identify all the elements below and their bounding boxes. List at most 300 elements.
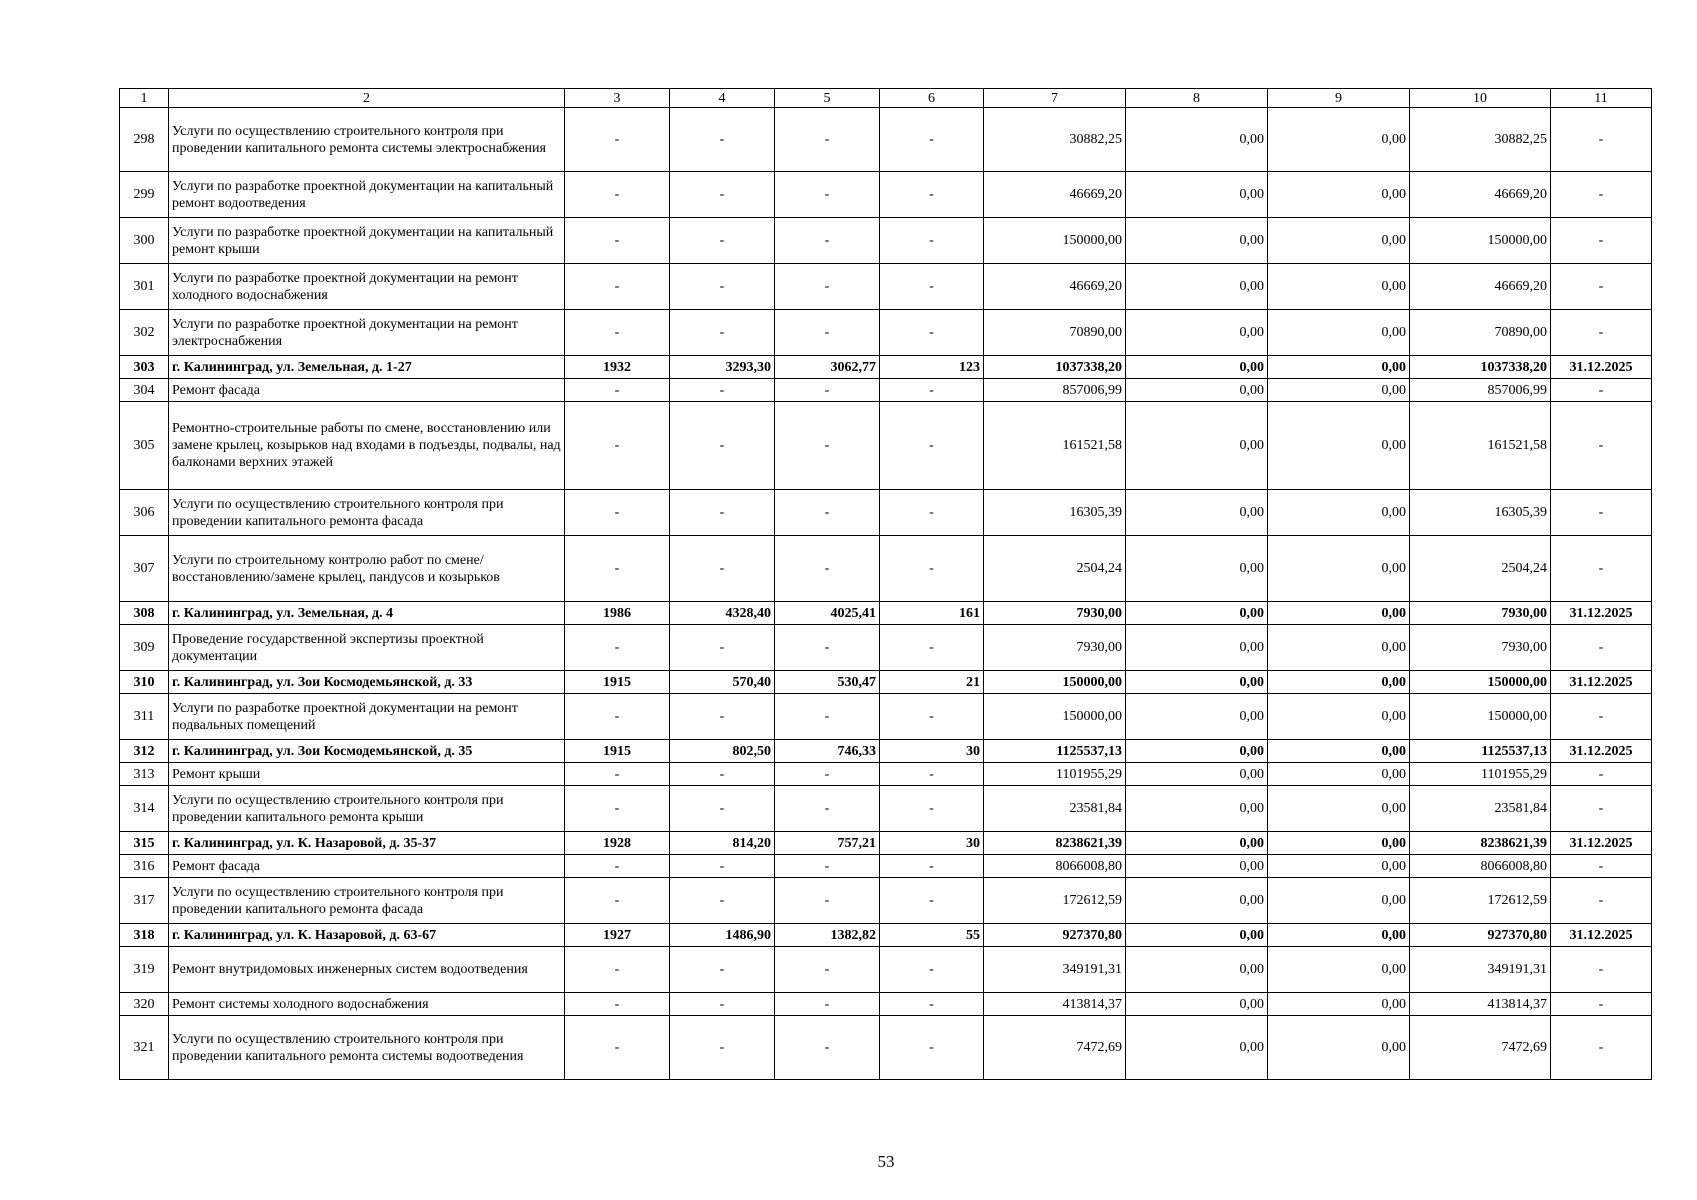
item-name-cell: Ремонт системы холодного водоснабжения — [169, 993, 565, 1016]
cost-col-10-cell: 23581,84 — [1410, 786, 1551, 832]
residents-cell: - — [880, 490, 984, 536]
cost-col-10-cell: 1125537,13 — [1410, 740, 1551, 763]
deadline-cell: - — [1551, 379, 1652, 402]
total-cost-cell: 150000,00 — [984, 694, 1126, 740]
total-cost-cell: 857006,99 — [984, 379, 1126, 402]
row-number-cell: 306 — [120, 490, 169, 536]
cost-col-9-cell: 0,00 — [1268, 1016, 1410, 1080]
work-row — [120, 993, 1652, 1016]
address-row — [120, 832, 1652, 855]
cost-col-9-cell: 0,00 — [1268, 694, 1410, 740]
item-name-cell: Ремонт крыши — [169, 763, 565, 786]
total-area-cell: - — [670, 490, 775, 536]
total-cost-cell: 349191,31 — [984, 947, 1126, 993]
year-built-cell: - — [565, 172, 670, 218]
residents-cell: - — [880, 625, 984, 671]
work-row — [120, 786, 1652, 832]
deadline-cell: 31.12.2025 — [1551, 671, 1652, 694]
cost-col-8-cell: 0,00 — [1126, 379, 1268, 402]
address-row — [120, 924, 1652, 947]
item-name-cell: Услуги по разработке проектной документации на ремонт электроснабжения — [169, 310, 565, 356]
cost-col-9-cell: 0,00 — [1268, 740, 1410, 763]
cost-col-8-cell: 0,00 — [1126, 763, 1268, 786]
item-name-cell: г. Калининград, ул. Зои Космодемьянской, д. 33 — [169, 671, 565, 694]
cost-col-9-cell: 0,00 — [1268, 218, 1410, 264]
cost-col-8-cell: 0,00 — [1126, 108, 1268, 172]
cost-col-10-cell: 150000,00 — [1410, 218, 1551, 264]
deadline-cell: - — [1551, 694, 1652, 740]
residents-cell: - — [880, 310, 984, 356]
residents-cell: - — [880, 786, 984, 832]
year-built-cell: 1986 — [565, 602, 670, 625]
living-area-cell: - — [775, 993, 880, 1016]
cost-col-10-cell: 927370,80 — [1410, 924, 1551, 947]
total-cost-cell: 16305,39 — [984, 490, 1126, 536]
deadline-cell: 31.12.2025 — [1551, 924, 1652, 947]
total-cost-cell: 172612,59 — [984, 878, 1126, 924]
total-area-cell: - — [670, 763, 775, 786]
total-area-cell: 814,20 — [670, 832, 775, 855]
row-number-cell: 308 — [120, 602, 169, 625]
total-area-cell: 1486,90 — [670, 924, 775, 947]
work-row — [120, 878, 1652, 924]
address-row — [120, 740, 1652, 763]
cost-col-9-cell: 0,00 — [1268, 763, 1410, 786]
residents-cell: - — [880, 264, 984, 310]
cost-col-10-cell: 857006,99 — [1410, 379, 1551, 402]
total-cost-cell: 46669,20 — [984, 264, 1126, 310]
cost-col-8-cell: 0,00 — [1126, 310, 1268, 356]
total-area-cell: - — [670, 947, 775, 993]
living-area-cell: 1382,82 — [775, 924, 880, 947]
work-row — [120, 490, 1652, 536]
row-number-cell: 299 — [120, 172, 169, 218]
total-area-cell: - — [670, 264, 775, 310]
living-area-cell: 4025,41 — [775, 602, 880, 625]
total-cost-cell: 46669,20 — [984, 172, 1126, 218]
living-area-cell: 3062,77 — [775, 356, 880, 379]
cost-col-8-cell: 0,00 — [1126, 490, 1268, 536]
year-built-cell: 1928 — [565, 832, 670, 855]
cost-col-9-cell: 0,00 — [1268, 402, 1410, 490]
living-area-cell: - — [775, 855, 880, 878]
year-built-cell: - — [565, 310, 670, 356]
living-area-cell: - — [775, 310, 880, 356]
column-number: 9 — [1268, 89, 1410, 108]
total-area-cell: - — [670, 310, 775, 356]
year-built-cell: - — [565, 947, 670, 993]
residents-cell: - — [880, 536, 984, 602]
item-name-cell: Услуги по осуществлению строительного контроля при проведении капитального ремонта фасада — [169, 878, 565, 924]
residents-cell: 55 — [880, 924, 984, 947]
year-built-cell: - — [565, 218, 670, 264]
year-built-cell: 1915 — [565, 671, 670, 694]
item-name-cell: Ремонт фасада — [169, 379, 565, 402]
row-number-cell: 304 — [120, 379, 169, 402]
living-area-cell: - — [775, 402, 880, 490]
residents-cell: - — [880, 855, 984, 878]
total-cost-cell: 7930,00 — [984, 602, 1126, 625]
row-number-cell: 303 — [120, 356, 169, 379]
cost-col-9-cell: 0,00 — [1268, 379, 1410, 402]
living-area-cell: - — [775, 108, 880, 172]
cost-col-10-cell: 16305,39 — [1410, 490, 1551, 536]
cost-col-10-cell: 8238621,39 — [1410, 832, 1551, 855]
item-name-cell: Услуги по разработке проектной документации на ремонт подвальных помещений — [169, 694, 565, 740]
row-number-cell: 316 — [120, 855, 169, 878]
cost-col-10-cell: 150000,00 — [1410, 671, 1551, 694]
item-name-cell: г. Калининград, ул. К. Назаровой, д. 35-37 — [169, 832, 565, 855]
cost-col-9-cell: 0,00 — [1268, 490, 1410, 536]
cost-col-9-cell: 0,00 — [1268, 671, 1410, 694]
work-row — [120, 625, 1652, 671]
item-name-cell: Услуги по разработке проектной документации на капитальный ремонт водоотведения — [169, 172, 565, 218]
deadline-cell: 31.12.2025 — [1551, 740, 1652, 763]
cost-col-9-cell: 0,00 — [1268, 536, 1410, 602]
cost-col-10-cell: 1037338,20 — [1410, 356, 1551, 379]
deadline-cell: - — [1551, 625, 1652, 671]
residents-cell: - — [880, 108, 984, 172]
cost-col-9-cell: 0,00 — [1268, 108, 1410, 172]
total-cost-cell: 7930,00 — [984, 625, 1126, 671]
total-cost-cell: 927370,80 — [984, 924, 1126, 947]
total-area-cell: - — [670, 402, 775, 490]
cost-col-8-cell: 0,00 — [1126, 402, 1268, 490]
deadline-cell: - — [1551, 218, 1652, 264]
total-cost-cell: 413814,37 — [984, 993, 1126, 1016]
total-cost-cell: 150000,00 — [984, 671, 1126, 694]
total-area-cell: - — [670, 536, 775, 602]
row-number-cell: 305 — [120, 402, 169, 490]
cost-col-9-cell: 0,00 — [1268, 832, 1410, 855]
cost-col-8-cell: 0,00 — [1126, 786, 1268, 832]
cost-col-10-cell: 7472,69 — [1410, 1016, 1551, 1080]
residents-cell: - — [880, 1016, 984, 1080]
total-area-cell: - — [670, 694, 775, 740]
work-row — [120, 1016, 1652, 1080]
year-built-cell: 1932 — [565, 356, 670, 379]
deadline-cell: - — [1551, 878, 1652, 924]
total-area-cell: - — [670, 172, 775, 218]
total-area-cell: - — [670, 379, 775, 402]
item-name-cell: Услуги по разработке проектной документации на ремонт холодного водоснабжения — [169, 264, 565, 310]
year-built-cell: - — [565, 1016, 670, 1080]
item-name-cell: г. Калининград, ул. Земельная, д. 1-27 — [169, 356, 565, 379]
column-number: 3 — [565, 89, 670, 108]
living-area-cell: 530,47 — [775, 671, 880, 694]
item-name-cell: Ремонтно-строительные работы по смене, восстановлению или замене крылец, козырьков над входами в подъезды, подвалы, над балконами верхних этажей — [169, 402, 565, 490]
cost-col-10-cell: 46669,20 — [1410, 172, 1551, 218]
deadline-cell: - — [1551, 536, 1652, 602]
total-cost-cell: 161521,58 — [984, 402, 1126, 490]
work-row — [120, 172, 1652, 218]
cost-col-8-cell: 0,00 — [1126, 740, 1268, 763]
row-number-cell: 300 — [120, 218, 169, 264]
item-name-cell: г. Калининград, ул. Зои Космодемьянской, д. 35 — [169, 740, 565, 763]
deadline-cell: - — [1551, 490, 1652, 536]
cost-col-10-cell: 30882,25 — [1410, 108, 1551, 172]
cost-col-10-cell: 413814,37 — [1410, 993, 1551, 1016]
row-number-cell: 312 — [120, 740, 169, 763]
cost-col-9-cell: 0,00 — [1268, 264, 1410, 310]
cost-col-10-cell: 1101955,29 — [1410, 763, 1551, 786]
cost-col-9-cell: 0,00 — [1268, 878, 1410, 924]
cost-col-9-cell: 0,00 — [1268, 602, 1410, 625]
row-number-cell: 317 — [120, 878, 169, 924]
residents-cell: - — [880, 172, 984, 218]
total-area-cell: 3293,30 — [670, 356, 775, 379]
work-row — [120, 763, 1652, 786]
cost-col-10-cell: 8066008,80 — [1410, 855, 1551, 878]
row-number-cell: 298 — [120, 108, 169, 172]
item-name-cell: Услуги по осуществлению строительного контроля при проведении капитального ремонта крыши — [169, 786, 565, 832]
year-built-cell: - — [565, 878, 670, 924]
total-area-cell: - — [670, 786, 775, 832]
living-area-cell: 757,21 — [775, 832, 880, 855]
deadline-cell: 31.12.2025 — [1551, 356, 1652, 379]
total-area-cell: 4328,40 — [670, 602, 775, 625]
deadline-cell: - — [1551, 855, 1652, 878]
living-area-cell: - — [775, 786, 880, 832]
year-built-cell: - — [565, 379, 670, 402]
cost-col-8-cell: 0,00 — [1126, 218, 1268, 264]
cost-col-10-cell: 172612,59 — [1410, 878, 1551, 924]
deadline-cell: - — [1551, 763, 1652, 786]
cost-col-8-cell: 0,00 — [1126, 855, 1268, 878]
residents-cell: 30 — [880, 740, 984, 763]
cost-col-9-cell: 0,00 — [1268, 172, 1410, 218]
living-area-cell: - — [775, 536, 880, 602]
year-built-cell: 1927 — [565, 924, 670, 947]
row-number-cell: 310 — [120, 671, 169, 694]
item-name-cell: Услуги по строительному контролю работ по смене/восстановлению/замене крылец, пандусов и козырьков — [169, 536, 565, 602]
row-number-cell: 314 — [120, 786, 169, 832]
cost-col-8-cell: 0,00 — [1126, 694, 1268, 740]
cost-col-8-cell: 0,00 — [1126, 878, 1268, 924]
living-area-cell: - — [775, 625, 880, 671]
cost-col-9-cell: 0,00 — [1268, 947, 1410, 993]
residents-cell: - — [880, 402, 984, 490]
cost-col-9-cell: 0,00 — [1268, 855, 1410, 878]
total-cost-cell: 8066008,80 — [984, 855, 1126, 878]
deadline-cell: 31.12.2025 — [1551, 602, 1652, 625]
work-row — [120, 218, 1652, 264]
living-area-cell: - — [775, 763, 880, 786]
cost-col-10-cell: 7930,00 — [1410, 602, 1551, 625]
cost-col-9-cell: 0,00 — [1268, 625, 1410, 671]
year-built-cell: - — [565, 490, 670, 536]
item-name-cell: г. Калининград, ул. К. Назаровой, д. 63-67 — [169, 924, 565, 947]
residents-cell: - — [880, 993, 984, 1016]
year-built-cell: - — [565, 763, 670, 786]
residents-cell: - — [880, 763, 984, 786]
deadline-cell: - — [1551, 172, 1652, 218]
item-name-cell: Услуги по осуществлению строительного контроля при проведении капитального ремонта фасада — [169, 490, 565, 536]
cost-col-10-cell: 161521,58 — [1410, 402, 1551, 490]
cost-col-9-cell: 0,00 — [1268, 310, 1410, 356]
row-number-cell: 315 — [120, 832, 169, 855]
residents-cell: 30 — [880, 832, 984, 855]
living-area-cell: 746,33 — [775, 740, 880, 763]
total-cost-cell: 30882,25 — [984, 108, 1126, 172]
row-number-cell: 318 — [120, 924, 169, 947]
item-name-cell: Услуги по разработке проектной документации на капитальный ремонт крыши — [169, 218, 565, 264]
deadline-cell: - — [1551, 786, 1652, 832]
item-name-cell: Услуги по осуществлению строительного контроля при проведении капитального ремонта системы водоотведения — [169, 1016, 565, 1080]
column-number: 7 — [984, 89, 1126, 108]
deadline-cell: - — [1551, 947, 1652, 993]
cost-col-8-cell: 0,00 — [1126, 924, 1268, 947]
cost-col-9-cell: 0,00 — [1268, 786, 1410, 832]
total-area-cell: - — [670, 625, 775, 671]
year-built-cell: - — [565, 786, 670, 832]
residents-cell: - — [880, 379, 984, 402]
work-row — [120, 310, 1652, 356]
cost-col-10-cell: 2504,24 — [1410, 536, 1551, 602]
total-area-cell: - — [670, 855, 775, 878]
deadline-cell: 31.12.2025 — [1551, 832, 1652, 855]
residents-cell: - — [880, 694, 984, 740]
total-cost-cell: 70890,00 — [984, 310, 1126, 356]
cost-col-10-cell: 349191,31 — [1410, 947, 1551, 993]
cost-col-9-cell: 0,00 — [1268, 993, 1410, 1016]
column-number-row — [120, 89, 1652, 108]
column-number: 1 — [120, 89, 169, 108]
total-cost-cell: 150000,00 — [984, 218, 1126, 264]
column-number: 4 — [670, 89, 775, 108]
work-row — [120, 536, 1652, 602]
total-cost-cell: 1125537,13 — [984, 740, 1126, 763]
row-number-cell: 309 — [120, 625, 169, 671]
cost-col-8-cell: 0,00 — [1126, 947, 1268, 993]
total-area-cell: 570,40 — [670, 671, 775, 694]
register-table — [119, 88, 1652, 1080]
residents-cell: 161 — [880, 602, 984, 625]
work-row — [120, 694, 1652, 740]
cost-col-8-cell: 0,00 — [1126, 832, 1268, 855]
row-number-cell: 311 — [120, 694, 169, 740]
item-name-cell: г. Калининград, ул. Земельная, д. 4 — [169, 602, 565, 625]
deadline-cell: - — [1551, 1016, 1652, 1080]
total-cost-cell: 8238621,39 — [984, 832, 1126, 855]
cost-col-10-cell: 150000,00 — [1410, 694, 1551, 740]
year-built-cell: - — [565, 625, 670, 671]
total-area-cell: - — [670, 878, 775, 924]
cost-col-8-cell: 0,00 — [1126, 356, 1268, 379]
total-area-cell: 802,50 — [670, 740, 775, 763]
living-area-cell: - — [775, 264, 880, 310]
cost-col-10-cell: 70890,00 — [1410, 310, 1551, 356]
cost-col-10-cell: 7930,00 — [1410, 625, 1551, 671]
living-area-cell: - — [775, 490, 880, 536]
address-row — [120, 602, 1652, 625]
item-name-cell: Услуги по осуществлению строительного контроля при проведении капитального ремонта системы электроснабжения — [169, 108, 565, 172]
residents-cell: - — [880, 878, 984, 924]
work-row — [120, 855, 1652, 878]
year-built-cell: - — [565, 694, 670, 740]
deadline-cell: - — [1551, 108, 1652, 172]
page-number: 53 — [877, 1152, 895, 1171]
living-area-cell: - — [775, 379, 880, 402]
year-built-cell: - — [565, 108, 670, 172]
row-number-cell: 301 — [120, 264, 169, 310]
item-name-cell: Проведение государственной экспертизы проектной документации — [169, 625, 565, 671]
year-built-cell: - — [565, 855, 670, 878]
work-row — [120, 379, 1652, 402]
living-area-cell: - — [775, 172, 880, 218]
work-row — [120, 264, 1652, 310]
year-built-cell: 1915 — [565, 740, 670, 763]
residents-cell: - — [880, 947, 984, 993]
row-number-cell: 321 — [120, 1016, 169, 1080]
address-row — [120, 356, 1652, 379]
cost-col-8-cell: 0,00 — [1126, 172, 1268, 218]
year-built-cell: - — [565, 264, 670, 310]
cost-col-8-cell: 0,00 — [1126, 993, 1268, 1016]
row-number-cell: 313 — [120, 763, 169, 786]
row-number-cell: 320 — [120, 993, 169, 1016]
deadline-cell: - — [1551, 402, 1652, 490]
total-cost-cell: 2504,24 — [984, 536, 1126, 602]
cost-col-8-cell: 0,00 — [1126, 671, 1268, 694]
residents-cell: - — [880, 218, 984, 264]
total-area-cell: - — [670, 1016, 775, 1080]
total-area-cell: - — [670, 108, 775, 172]
column-number: 11 — [1551, 89, 1652, 108]
total-cost-cell: 1101955,29 — [984, 763, 1126, 786]
deadline-cell: - — [1551, 264, 1652, 310]
year-built-cell: - — [565, 536, 670, 602]
total-area-cell: - — [670, 218, 775, 264]
residents-cell: 123 — [880, 356, 984, 379]
column-number: 2 — [169, 89, 565, 108]
deadline-cell: - — [1551, 310, 1652, 356]
cost-col-8-cell: 0,00 — [1126, 1016, 1268, 1080]
cost-col-8-cell: 0,00 — [1126, 625, 1268, 671]
living-area-cell: - — [775, 694, 880, 740]
work-row — [120, 402, 1652, 490]
item-name-cell: Ремонт внутридомовых инженерных систем водоотведения — [169, 947, 565, 993]
cost-col-8-cell: 0,00 — [1126, 536, 1268, 602]
living-area-cell: - — [775, 218, 880, 264]
work-row — [120, 108, 1652, 172]
address-row — [120, 671, 1652, 694]
cost-col-10-cell: 46669,20 — [1410, 264, 1551, 310]
living-area-cell: - — [775, 947, 880, 993]
deadline-cell: - — [1551, 993, 1652, 1016]
column-number: 5 — [775, 89, 880, 108]
living-area-cell: - — [775, 878, 880, 924]
cost-col-8-cell: 0,00 — [1126, 602, 1268, 625]
row-number-cell: 319 — [120, 947, 169, 993]
column-number: 6 — [880, 89, 984, 108]
year-built-cell: - — [565, 993, 670, 1016]
year-built-cell: - — [565, 402, 670, 490]
column-number: 8 — [1126, 89, 1268, 108]
row-number-cell: 302 — [120, 310, 169, 356]
column-number: 10 — [1410, 89, 1551, 108]
total-cost-cell: 1037338,20 — [984, 356, 1126, 379]
work-row — [120, 947, 1652, 993]
residents-cell: 21 — [880, 671, 984, 694]
total-cost-cell: 23581,84 — [984, 786, 1126, 832]
total-cost-cell: 7472,69 — [984, 1016, 1126, 1080]
living-area-cell: - — [775, 1016, 880, 1080]
row-number-cell: 307 — [120, 536, 169, 602]
total-area-cell: - — [670, 993, 775, 1016]
cost-col-8-cell: 0,00 — [1126, 264, 1268, 310]
cost-col-9-cell: 0,00 — [1268, 356, 1410, 379]
